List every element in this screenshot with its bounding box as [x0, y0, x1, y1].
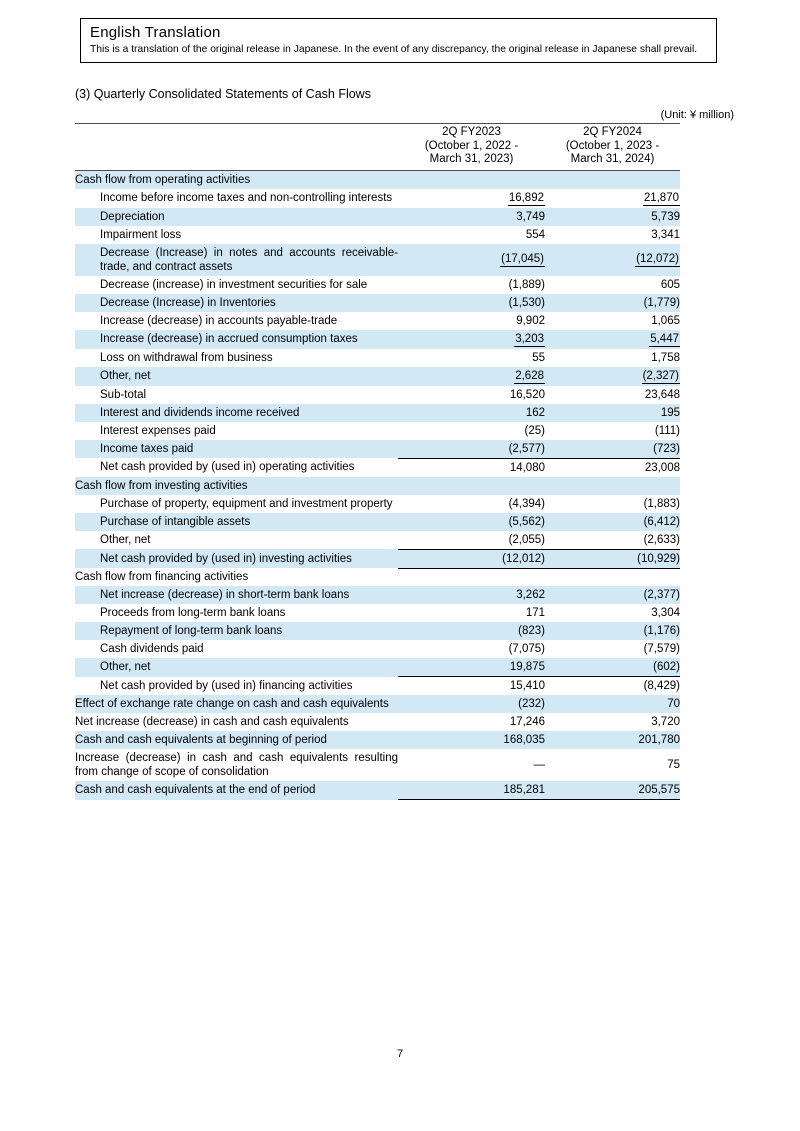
underlined-value: 21,870 — [643, 191, 679, 204]
value-fy2023: (2,577) — [508, 442, 545, 455]
value-fy2024: 1,758 — [651, 351, 680, 364]
row-label: Net cash provided by (used in) financing activities — [100, 679, 353, 692]
table-row — [75, 226, 680, 244]
value-fy2024 — [545, 477, 680, 495]
value-fy2023: 3,749 — [516, 210, 545, 223]
underlined-value: (12,072) — [636, 253, 679, 265]
value-fy2024: 201,780 — [638, 734, 680, 746]
column-period-title: 2Q FY2024 — [583, 126, 642, 138]
table-row — [75, 458, 680, 477]
row-label: Proceeds from long-term bank loans — [100, 607, 286, 619]
value-fy2024: 1,065 — [651, 314, 680, 327]
value-fy2024: 605 — [660, 278, 680, 291]
value-fy2024: 205,575 — [545, 781, 680, 800]
row-label: Increase (decrease) in accounts payable-trade — [100, 314, 338, 327]
value-fy2024: 3,341 — [651, 228, 680, 241]
underlined-value: 5,447 — [650, 332, 679, 345]
value-fy2024: (1,883) — [643, 497, 680, 510]
value-fy2024 — [545, 170, 680, 189]
table-row — [75, 695, 680, 713]
row-label: Interest expenses paid — [100, 424, 216, 437]
value-fy2024: (723) — [653, 442, 680, 455]
value-fy2024: (1,779) — [643, 296, 680, 309]
row-label: Repayment of long-term bank loans — [100, 625, 283, 637]
value-fy2023: (232) — [518, 698, 545, 710]
value-fy2023: 9,902 — [516, 314, 545, 327]
column-period-title: 2Q FY2023 — [442, 126, 501, 138]
unit-label: (Unit: ¥ million) — [660, 109, 734, 121]
section-label: Cash flow from financing activities — [75, 571, 249, 583]
table-row — [75, 330, 680, 349]
table-row — [75, 586, 680, 604]
value-fy2024: 23,648 — [644, 388, 680, 401]
column-header-fy2023 — [398, 124, 545, 171]
value-fy2023 — [398, 477, 545, 495]
table-row — [75, 294, 680, 312]
table-row — [75, 312, 680, 330]
table-row — [75, 640, 680, 658]
value-fy2024: 3,720 — [651, 716, 680, 728]
value-fy2024: 70 — [667, 698, 680, 710]
row-label: Net cash provided by (used in) operating activities — [100, 461, 355, 474]
notice-note: This is a translation of the original release in Japanese. In the event of any discrepancy, the original release in Japanese shall prevail. — [90, 44, 698, 55]
value-fy2024: (2,377) — [643, 589, 680, 601]
row-label: Effect of exchange rate change on cash and cash equivalents — [75, 698, 389, 710]
value-fy2023: 19,875 — [509, 661, 545, 673]
value-fy2024 — [545, 330, 680, 349]
value-fy2024: (7,579) — [643, 643, 680, 655]
row-label: Net increase (decrease) in short-term bank loans — [100, 589, 350, 601]
value-fy2023: 162 — [525, 406, 545, 419]
underlined-value: 16,892 — [508, 191, 544, 204]
column-header-empty — [75, 124, 398, 171]
table-row — [75, 367, 680, 386]
section-label: Cash flow from operating activities — [75, 173, 251, 186]
value-fy2024: (6,412) — [643, 515, 680, 528]
table-row — [75, 622, 680, 640]
underlined-value: 3,203 — [515, 332, 544, 345]
row-label: Other, net — [100, 661, 151, 674]
value-fy2024: 5,739 — [651, 210, 680, 223]
table-row — [75, 731, 680, 749]
underlined-value: 2,628 — [515, 369, 544, 382]
table-row — [75, 677, 680, 696]
value-fy2023: (823) — [518, 625, 545, 637]
row-label: Increase (decrease) in accrued consumption taxes — [100, 333, 358, 345]
value-fy2023: 554 — [525, 228, 545, 241]
row-label: Depreciation — [100, 210, 165, 223]
row-label: Decrease (Increase) in notes and accounts receivable-trade, and contract assets — [100, 246, 398, 273]
header-row — [75, 124, 680, 171]
value-fy2023 — [398, 170, 545, 189]
underlined-value: (2,327) — [642, 369, 679, 382]
value-fy2023: 16,520 — [509, 388, 545, 401]
value-fy2024: 23,008 — [545, 458, 680, 477]
value-fy2023: 14,080 — [398, 458, 545, 477]
value-fy2023: (2,055) — [508, 533, 545, 546]
table-row — [75, 713, 680, 731]
value-fy2023: 3,262 — [516, 589, 545, 601]
column-header-fy2024 — [545, 124, 680, 171]
row-label: Purchase of intangible assets — [100, 515, 251, 528]
table-row — [75, 440, 680, 459]
table-row — [75, 189, 680, 208]
table-row — [75, 513, 680, 531]
row-label: Income before income taxes and non-controlling interests — [100, 192, 393, 204]
table-row — [75, 208, 680, 226]
value-fy2023: (5,562) — [508, 515, 545, 528]
table-row — [75, 349, 680, 367]
cashflow-table — [75, 123, 680, 800]
row-label: Sub-total — [100, 388, 147, 401]
row-label: Cash and cash equivalents at the end of period — [75, 784, 316, 797]
table-row — [75, 404, 680, 422]
row-label: Impairment loss — [100, 228, 182, 241]
column-period-range: (October 1, 2023 - — [565, 139, 660, 152]
row-label: Interest and dividends income received — [100, 406, 300, 419]
row-label: Other, net — [100, 370, 151, 382]
statement-title: (3) Quarterly Consolidated Statements of Cash Flows — [75, 87, 371, 101]
table-row — [75, 422, 680, 440]
translation-notice-box — [80, 18, 717, 63]
value-fy2023: 15,410 — [398, 677, 545, 696]
row-label: Increase (decrease) in cash and cash equivalents resulting from change of scope of consolidation — [75, 752, 398, 778]
value-fy2024 — [545, 244, 680, 276]
row-label: Loss on withdrawal from business — [100, 351, 273, 364]
value-fy2024: (10,929) — [545, 549, 680, 568]
row-label: Cash and cash equivalents at beginning of period — [75, 734, 327, 746]
value-fy2023: 171 — [525, 607, 545, 619]
table-row — [75, 276, 680, 294]
value-fy2024: 75 — [667, 759, 680, 771]
value-fy2023: (12,012) — [398, 549, 545, 568]
value-fy2024: (602) — [653, 661, 680, 673]
value-fy2023 — [398, 244, 545, 276]
value-fy2023: 168,035 — [503, 734, 545, 746]
value-fy2024 — [545, 568, 680, 586]
value-fy2023: (7,075) — [508, 643, 545, 655]
value-fy2023: 55 — [532, 351, 545, 364]
value-fy2024: 195 — [660, 406, 680, 419]
value-fy2023 — [398, 189, 545, 208]
cashflow-table-header — [75, 124, 680, 171]
page-number: 7 — [396, 1048, 404, 1060]
row-label: Cash dividends paid — [100, 643, 204, 655]
value-fy2023: (4,394) — [508, 497, 545, 510]
value-fy2024 — [545, 367, 680, 386]
column-period-range: (October 1, 2022 - — [424, 139, 519, 152]
row-label: Other, net — [100, 533, 151, 546]
value-fy2024 — [545, 189, 680, 208]
section-row — [75, 477, 680, 495]
value-fy2023: — — [533, 759, 545, 771]
section-row — [75, 568, 680, 586]
column-period-range-end: March 31, 2024) — [570, 153, 655, 165]
value-fy2024: (8,429) — [545, 677, 680, 696]
row-label: Net cash provided by (used in) investing activities — [100, 552, 352, 565]
value-fy2023 — [398, 568, 545, 586]
column-period-range-end: March 31, 2023) — [429, 153, 514, 165]
value-fy2023: (1,530) — [508, 296, 545, 309]
value-fy2023: 17,246 — [509, 716, 545, 728]
row-label: Purchase of property, equipment and investment property — [100, 497, 393, 510]
row-label: Income taxes paid — [100, 442, 194, 455]
row-label: Decrease (increase) in investment securities for sale — [100, 278, 368, 291]
table-row — [75, 781, 680, 800]
section-label: Cash flow from investing activities — [75, 479, 248, 492]
notice-title: English Translation — [90, 24, 221, 41]
value-fy2024: (111) — [654, 424, 680, 437]
table-row — [75, 658, 680, 677]
table-row — [75, 386, 680, 404]
table-row — [75, 749, 680, 781]
section-row — [75, 170, 680, 189]
value-fy2023: (25) — [524, 424, 545, 437]
row-label: Decrease (Increase) in Inventories — [100, 296, 276, 309]
value-fy2024: (1,176) — [643, 625, 680, 637]
table-row — [75, 244, 680, 276]
value-fy2023: (1,889) — [508, 278, 545, 291]
value-fy2023: 185,281 — [398, 781, 545, 800]
underlined-value: (17,045) — [501, 253, 544, 265]
value-fy2023 — [398, 330, 545, 349]
table-row — [75, 495, 680, 513]
value-fy2023 — [398, 367, 545, 386]
value-fy2024: (2,633) — [643, 533, 680, 546]
cashflow-table-body — [75, 170, 680, 800]
table-row — [75, 549, 680, 568]
value-fy2024: 3,304 — [651, 607, 680, 619]
table-row — [75, 531, 680, 550]
table-row — [75, 604, 680, 622]
row-label: Net increase (decrease) in cash and cash equivalents — [75, 716, 349, 728]
